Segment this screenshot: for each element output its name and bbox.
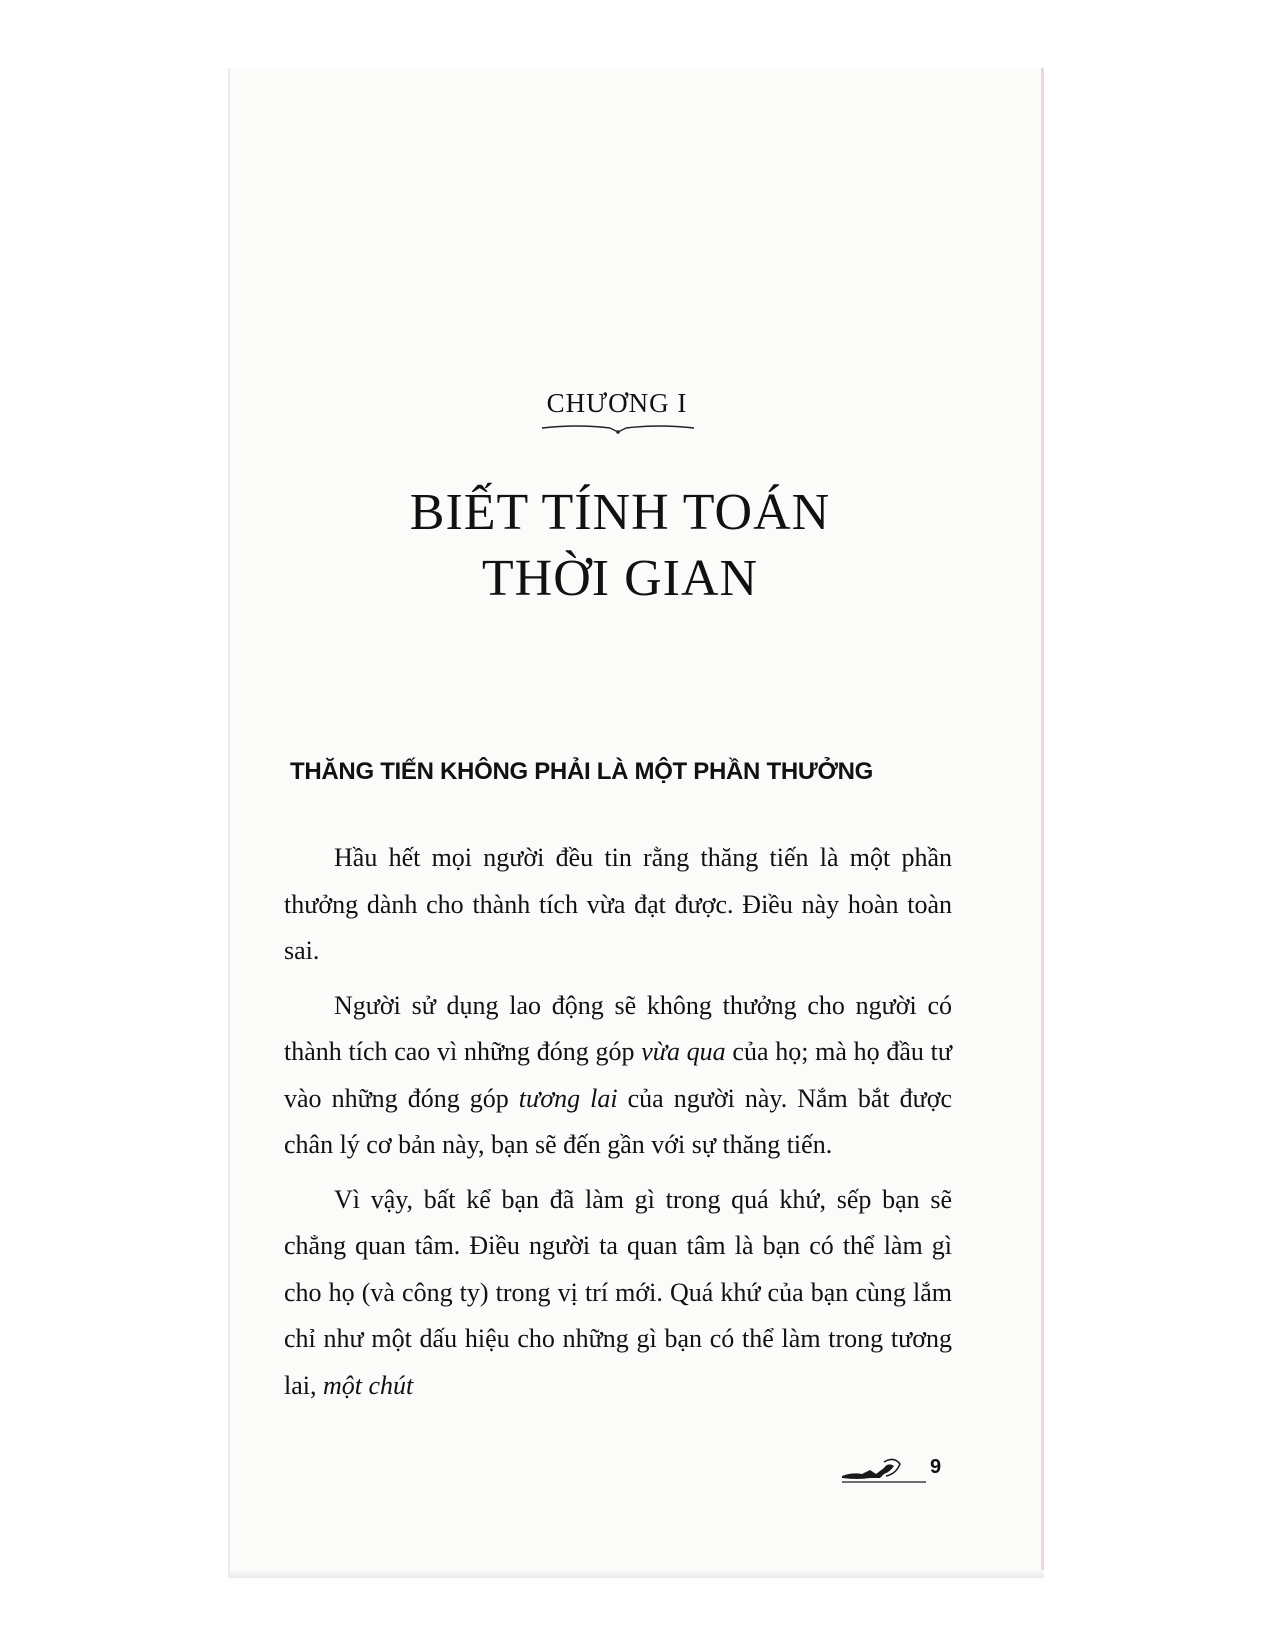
paragraph-2-text-c: của họ; mà họ đầu tư vào những đóng góp: [284, 1037, 952, 1113]
page-edge: [228, 68, 230, 1578]
chapter-ornament: [538, 422, 698, 436]
paragraph-1: [284, 835, 952, 975]
chapter-title-line-1: BIẾT TÍNH TOÁN: [409, 484, 831, 541]
paragraph-3-text-a: Vì vậy, bất kể bạn đã làm gì trong quá khứ, sếp bạn sẽ chẳng quan tâm. Điều người ta quan tâm là bạn có thể làm gì cho họ (và công ty) trong vị trí mới. Quá khứ của bạn cùng lắm chỉ như một dấu hiệu cho những gì bạn có thể làm trong tương lai,: [284, 1184, 952, 1400]
emphasis-mot-chut: một chút: [323, 1370, 414, 1400]
section-heading: THĂNG TIẾN KHÔNG PHẢI LÀ MỘT PHẦN THƯỞNG: [290, 758, 874, 785]
chapter-title: [330, 480, 910, 612]
paragraph-2-text-a: Người sử dụng lao động sẽ không thưởng cho người có thành tích cao vì những đóng góp: [284, 990, 952, 1066]
chapter-title-line-2: THỜI GIAN: [481, 550, 759, 607]
paragraph-2-text-e: của người này. Nắm bắt được chân lý cơ bản này, bạn sẽ đến gần với sự thăng tiến.: [284, 1083, 952, 1159]
paragraph-1-text: Hầu hết mọi người đều tin rằng thăng tiến là một phần thưởng dành cho thành tích vừa đạt được. Điều này hoàn toàn sai.: [284, 843, 952, 965]
body-text: [284, 835, 952, 1417]
paragraph-2: [284, 983, 952, 1169]
paragraph-3: [284, 1177, 952, 1410]
emphasis-tuong-lai: tương lai: [518, 1083, 618, 1113]
emphasis-vua-qua: vừa qua: [641, 1037, 726, 1066]
page-number: 9: [930, 1456, 942, 1478]
chapter-label: CHƯƠNG I: [546, 388, 688, 418]
